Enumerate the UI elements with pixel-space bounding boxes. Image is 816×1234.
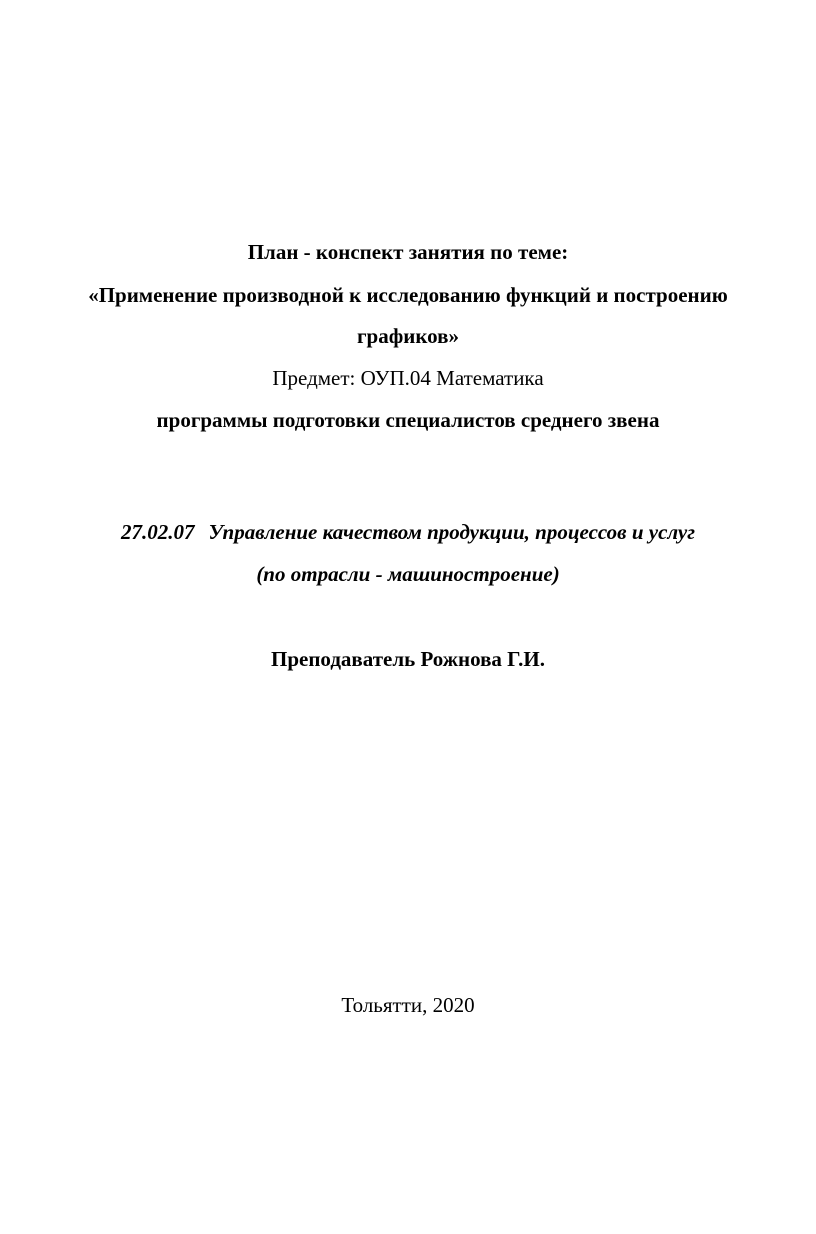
city-year: Тольятти, 2020 [341, 993, 475, 1017]
teacher-line: Преподаватель Рожнова Г.И. [270, 647, 546, 671]
topic-title-line-2: графиков» [357, 324, 459, 348]
specialty-name: Управление качеством продукции, процессов и услуг [208, 520, 695, 544]
program-line: программы подготовки специалистов среднего звена [156, 408, 660, 432]
plan-title: План - конспект занятия по теме: [247, 240, 569, 264]
subject-line: Предмет: ОУП.04 Математика [272, 366, 544, 390]
topic-title-line-1: «Применение производной к исследованию функций и построению [88, 283, 728, 307]
specialty-branch: (по отрасли - машиностроение) [256, 562, 560, 586]
specialty-line [0, 518, 816, 546]
specialty-code: 27.02.07 [121, 520, 195, 544]
